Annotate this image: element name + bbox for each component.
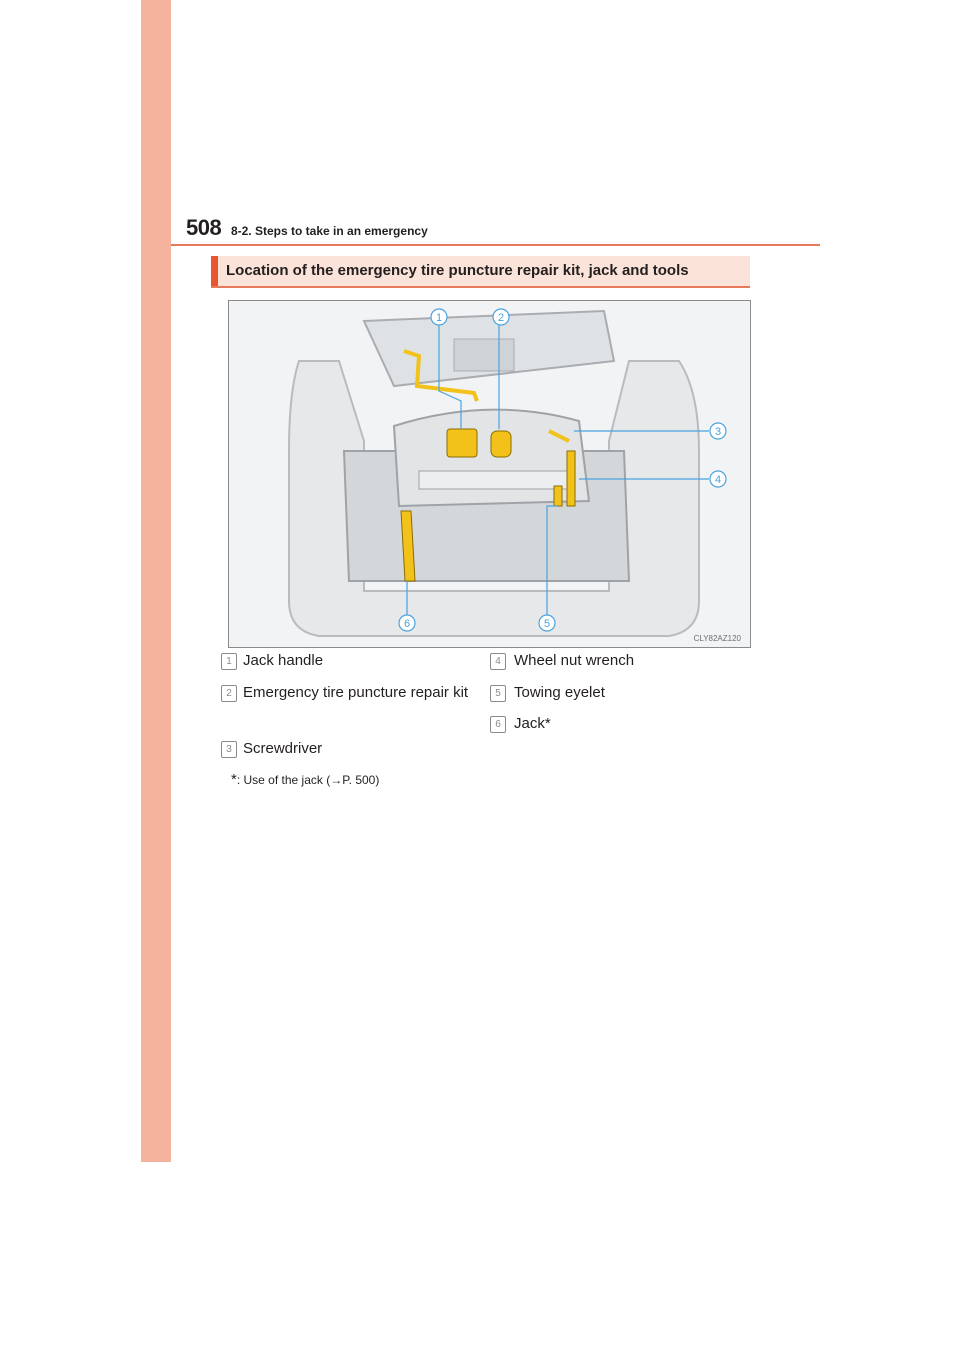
repair-kit-drawing (447, 429, 477, 457)
legend-num-6: 6 (490, 716, 506, 733)
legend-label-1: Jack handle (243, 652, 324, 669)
footnote (231, 771, 379, 788)
tray-slot (419, 471, 569, 489)
trunk-illustration (228, 300, 751, 648)
eyelet-drawing (554, 486, 562, 506)
lid-panel (454, 339, 514, 371)
legend-num-4: 4 (490, 653, 506, 670)
callout-6: 6 (403, 618, 411, 630)
legend-label-4: Wheel nut wrench (514, 652, 635, 669)
footnote-text: : Use of the jack (→P. 500) (236, 773, 380, 787)
legend-label-2: Emergency tire puncture repair kit (243, 684, 469, 701)
callout-2: 2 (497, 312, 505, 324)
side-tab-bar (141, 0, 171, 1162)
legend-label-6: Jack* (514, 715, 551, 732)
banner-title: Location of the emergency tire puncture repair kit, jack and tools (226, 262, 689, 279)
footnote-star: * (231, 771, 237, 788)
legend-label-5: Towing eyelet (514, 684, 605, 701)
legend-num-5: 5 (490, 685, 506, 702)
figure-code: CLY82AZ120 (693, 634, 741, 643)
page-number: 508 (186, 215, 222, 240)
banner-accent-bar (211, 256, 218, 286)
legend-num-3: 3 (221, 741, 237, 758)
section-title: 8-2. Steps to take in an emergency (231, 224, 428, 238)
wrench-drawing (567, 451, 575, 506)
legend-label-3: Screwdriver (243, 740, 323, 757)
callout-1: 1 (435, 312, 443, 324)
callout-5: 5 (543, 618, 551, 630)
repair-bottle-drawing (491, 431, 511, 457)
section-banner (211, 256, 750, 288)
header-divider (171, 244, 820, 246)
callout-3: 3 (714, 426, 722, 438)
legend-num-2: 2 (221, 685, 237, 702)
callout-4: 4 (714, 474, 722, 486)
legend-num-1: 1 (221, 653, 237, 670)
trunk-drawing (229, 301, 750, 647)
